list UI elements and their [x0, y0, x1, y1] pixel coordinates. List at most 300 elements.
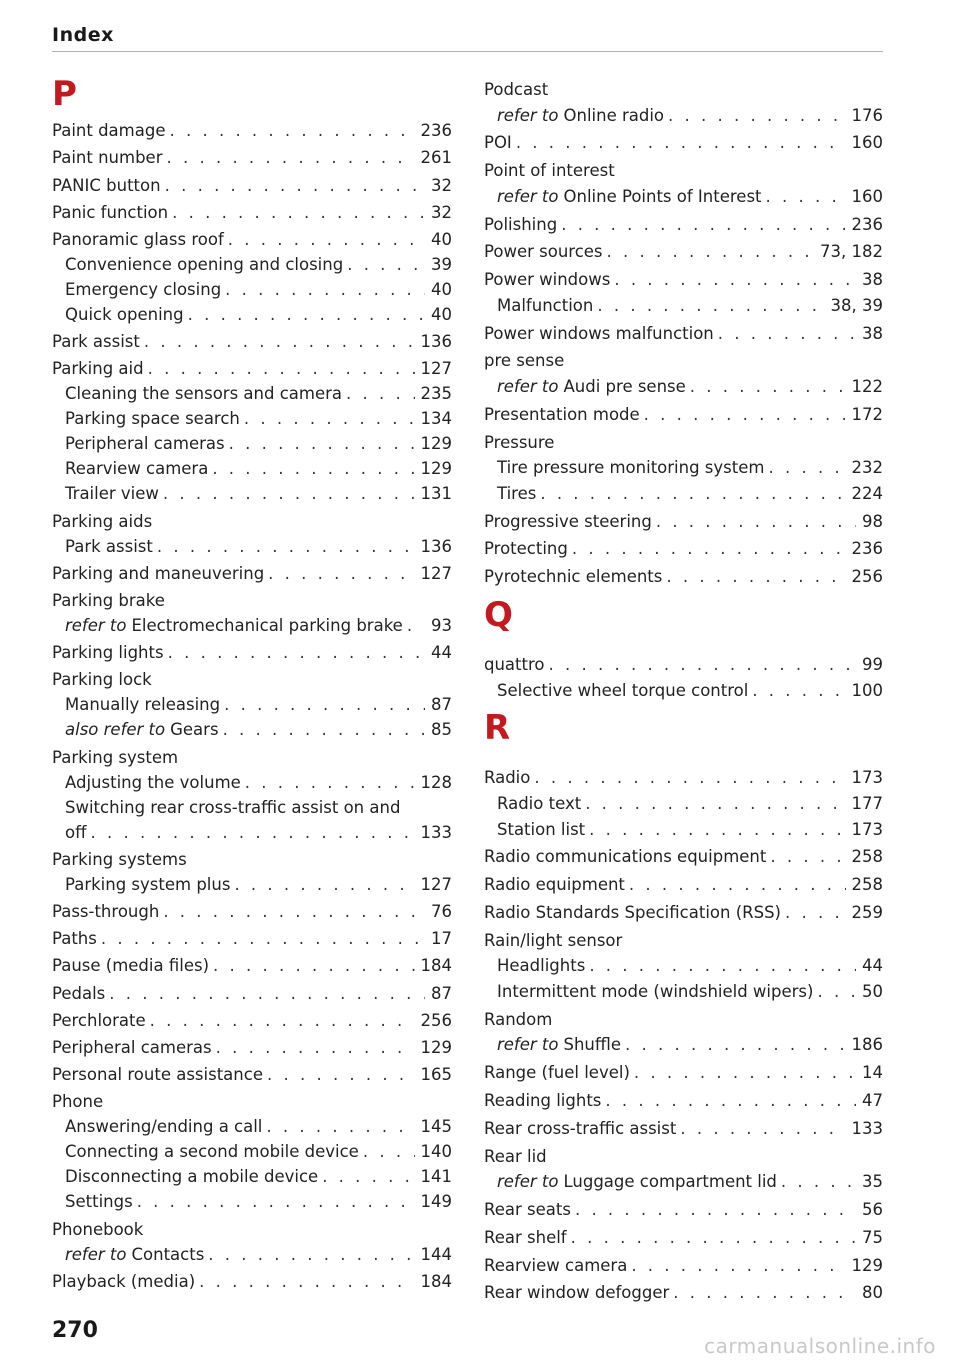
entry-label: Paint damage [52, 121, 166, 141]
entry-label: Parking system [52, 747, 179, 767]
index-entry [484, 402, 883, 428]
entry-page-number: 172 [851, 404, 883, 424]
entry-page-number: 149 [420, 1192, 452, 1212]
dot-leader [208, 1242, 414, 1268]
index-entry [484, 1116, 883, 1142]
entry-label: Contacts [131, 1244, 205, 1264]
index-heading [484, 1007, 883, 1033]
dot-leader [561, 212, 845, 238]
entry-label: Settings [65, 1192, 133, 1212]
index-heading [484, 348, 883, 374]
index-entry [52, 899, 452, 925]
entry-label: Online Points of Interest [563, 186, 762, 206]
entry-page-number: 38, 39 [830, 295, 883, 315]
dot-leader [614, 267, 856, 293]
index-entry [484, 872, 883, 898]
entry-label: Pedals [52, 983, 106, 1003]
index-entry [52, 356, 452, 382]
index-entry [484, 564, 883, 590]
entry-label: Park assist [52, 332, 140, 352]
index-entry [484, 900, 883, 926]
entry-label: Rain/light sensor [484, 930, 623, 950]
dot-leader [634, 1060, 856, 1086]
entry-label: PANIC button [52, 175, 161, 195]
dot-leader [666, 564, 845, 590]
entry-label: Pressure [484, 432, 555, 452]
dot-leader [534, 765, 845, 791]
index-entry [52, 1035, 452, 1061]
section-letter: R [484, 708, 511, 749]
index-subentry [52, 381, 452, 407]
entry-label: Panic function [52, 202, 169, 222]
dot-leader [101, 926, 425, 952]
entry-page-number: 122 [851, 377, 883, 396]
dot-leader [225, 277, 425, 303]
index-entry [52, 145, 452, 171]
dot-leader [347, 252, 425, 278]
dot-leader [781, 1169, 856, 1195]
dot-leader [571, 1225, 856, 1251]
entry-label: Luggage compartment lid [563, 1172, 777, 1192]
entry-label: Intermittent mode (windshield wipers) [497, 982, 814, 1001]
entry-label: Paint number [52, 148, 163, 168]
entry-label: Pyrotechnic elements [484, 567, 663, 587]
entry-label: Point of interest [484, 161, 615, 181]
dot-leader [322, 1164, 414, 1190]
entry-page-number: 73, 182 [820, 242, 883, 262]
entry-label: Parking brake [52, 591, 165, 610]
entry-label: Tires [497, 483, 537, 503]
dot-leader [168, 640, 425, 666]
entry-label: Switching rear cross-traffic assist on and [65, 797, 401, 817]
index-subentry [484, 293, 883, 319]
dot-leader [346, 381, 414, 407]
entry-label: Radio text [497, 794, 582, 813]
dot-leader [572, 536, 846, 562]
dot-leader [549, 652, 857, 678]
index-subentry [484, 953, 883, 979]
index-subentry [52, 1114, 452, 1140]
index-subentry [484, 791, 883, 817]
index-heading [484, 430, 883, 456]
dot-leader [631, 1253, 845, 1279]
index-entry [52, 227, 452, 253]
index-subentry [52, 795, 452, 821]
dot-leader [212, 456, 414, 482]
entry-page-number: 85 [431, 720, 452, 740]
dot-leader [216, 1035, 415, 1061]
entry-page-number: 99 [862, 655, 883, 674]
entry-label: Phonebook [52, 1219, 144, 1239]
index-heading [484, 77, 883, 103]
dot-leader [163, 481, 415, 507]
entry-label: Parking systems [52, 849, 187, 869]
dot-leader [165, 173, 425, 199]
index-subentry [52, 431, 452, 457]
index-heading [52, 667, 452, 693]
cross-reference-label: also refer to [65, 720, 166, 740]
entry-page-number: 136 [420, 536, 452, 556]
index-entry [484, 1088, 883, 1114]
entry-page-number: 14 [862, 1063, 883, 1083]
entry-label: Power windows [484, 270, 611, 290]
entry-label: Cleaning the sensors and camera [65, 384, 343, 404]
index-subentry [52, 692, 452, 718]
entry-label: Rear shelf [484, 1227, 567, 1247]
entry-label: Pass-through [52, 902, 160, 921]
entry-label: Radio equipment [484, 875, 625, 895]
entry-page-number: 39 [431, 255, 452, 274]
entry-label: Station list [497, 819, 586, 839]
index-entry [484, 239, 883, 265]
dot-leader [656, 509, 856, 535]
entry-label: Rearview camera [65, 459, 209, 479]
dot-leader [605, 1088, 856, 1114]
entry-label: pre sense [484, 351, 565, 371]
index-entry [52, 173, 452, 199]
index-entry [484, 130, 883, 156]
index-entry [484, 1253, 883, 1279]
entry-label: Reading lights [484, 1091, 602, 1110]
entry-label: Parking system plus [65, 874, 231, 894]
entry-page-number: 160 [851, 133, 883, 153]
index-subentry [484, 817, 883, 843]
entry-label: Podcast [484, 80, 549, 99]
entry-label: Audi pre sense [563, 377, 686, 396]
entry-label: Radio Standards Specification (RSS) [484, 903, 781, 922]
dot-leader [668, 103, 845, 129]
entry-page-number: 35 [862, 1172, 883, 1192]
entry-label: Quick opening [65, 305, 184, 324]
entry-page-number: 44 [862, 956, 883, 976]
entry-page-number: 176 [851, 105, 883, 125]
dot-leader [213, 953, 414, 979]
entry-label: Parking aids [52, 511, 153, 531]
index-entry [484, 321, 883, 347]
entry-label: Answering/ending a call [65, 1117, 263, 1137]
entry-page-number: 177 [851, 794, 883, 813]
entry-page-number: 184 [420, 1271, 452, 1291]
index-subentry [484, 374, 883, 400]
dot-leader [752, 678, 845, 704]
dot-leader [137, 1189, 415, 1215]
entry-label: Shuffle [563, 1035, 621, 1055]
entry-label: Rear cross-traffic assist [484, 1118, 677, 1138]
entry-label: Rearview camera [484, 1255, 628, 1275]
entry-label: Power sources [484, 242, 603, 262]
dot-leader [266, 1114, 414, 1140]
entry-page-number: 224 [851, 483, 883, 503]
cross-reference-label: refer to [497, 1035, 559, 1055]
index-subentry [52, 613, 452, 639]
dot-leader [148, 356, 415, 382]
dot-leader [575, 1197, 856, 1223]
dot-leader [585, 791, 845, 817]
entry-label: Radio [484, 768, 531, 788]
entry-page-number: 236 [851, 214, 883, 234]
cross-reference-label: refer to [65, 616, 127, 635]
index-subentry [484, 103, 883, 129]
dot-leader [644, 402, 846, 428]
index-heading [52, 847, 452, 873]
cross-reference-label: refer to [497, 105, 559, 125]
index-subentry [52, 481, 452, 507]
dot-leader [223, 717, 425, 743]
cross-reference-label: refer to [497, 377, 559, 396]
dot-leader [172, 200, 425, 226]
index-subentry [52, 1139, 452, 1165]
entry-page-number: 44 [431, 643, 452, 663]
page-number: 270 [52, 1318, 98, 1343]
entry-page-number: 56 [862, 1200, 883, 1219]
entry-label: Range (fuel level) [484, 1063, 630, 1083]
index-entry [52, 561, 452, 587]
index-subentry [52, 277, 452, 303]
entry-label: Peripheral cameras [52, 1038, 212, 1057]
dot-leader [770, 844, 845, 870]
index-entry [484, 844, 883, 870]
entry-label: Electromechanical parking brake [131, 616, 403, 635]
index-entry [484, 536, 883, 562]
dot-leader [245, 770, 415, 796]
dot-leader [589, 953, 856, 979]
entry-page-number: 256 [851, 567, 883, 587]
entry-label: Progressive steering [484, 511, 652, 531]
entry-page-number: 128 [420, 772, 452, 792]
entry-label: Protecting [484, 539, 568, 559]
dot-leader [597, 293, 824, 319]
dot-leader [785, 900, 846, 926]
entry-page-number: 186 [851, 1035, 883, 1055]
entry-label: Parking lights [52, 643, 164, 663]
entry-label: Rear window defogger [484, 1283, 670, 1303]
entry-label: Parking lock [52, 670, 152, 690]
entry-page-number: 136 [420, 332, 452, 352]
entry-page-number: 127 [420, 874, 452, 894]
dot-leader [540, 481, 845, 507]
dot-leader [144, 329, 415, 355]
index-entry [52, 1062, 452, 1088]
entry-page-number: 133 [851, 1118, 883, 1138]
index-subentry [484, 678, 883, 704]
index-subentry [484, 184, 883, 210]
entry-label: Rear lid [484, 1146, 547, 1166]
entry-label: Random [484, 1009, 553, 1029]
dot-leader [673, 1280, 856, 1306]
entry-page-number: 141 [420, 1167, 452, 1187]
entry-label: Panoramic glass roof [52, 230, 224, 249]
dot-leader [229, 431, 415, 457]
index-subentry [52, 770, 452, 796]
dot-leader [267, 1062, 415, 1088]
index-subentry [52, 252, 452, 278]
dot-leader [629, 872, 846, 898]
dot-leader [163, 899, 425, 925]
cross-reference-label: refer to [497, 186, 559, 206]
entry-label: Malfunction [497, 295, 594, 315]
entry-page-number: 144 [420, 1244, 452, 1264]
dot-leader [690, 374, 846, 400]
entry-label: quattro [484, 655, 545, 674]
dot-leader [224, 692, 425, 718]
entry-label: Personal route assistance [52, 1065, 263, 1085]
entry-page-number: 87 [431, 983, 452, 1003]
entry-label: Trailer view [65, 484, 159, 504]
entry-page-number: 32 [431, 202, 452, 222]
entry-label: Parking space search [65, 409, 240, 429]
entry-label: Peripheral cameras [65, 434, 225, 454]
entry-label: Tire pressure monitoring system [497, 458, 765, 478]
entry-page-number: 133 [420, 822, 452, 842]
entry-page-number: 134 [420, 409, 452, 429]
index-entry [52, 640, 452, 666]
dot-leader [109, 981, 425, 1007]
index-subentry [52, 534, 452, 560]
index-entry [484, 1197, 883, 1223]
dot-leader [169, 118, 414, 144]
index-entry [52, 926, 452, 952]
index-heading [52, 1217, 452, 1243]
entry-label: Gears [170, 720, 219, 740]
entry-page-number: 75 [862, 1227, 883, 1247]
dot-leader [268, 561, 414, 587]
entry-label: Radio communications equipment [484, 847, 767, 867]
entry-label: Parking aid [52, 359, 144, 379]
entry-label: POI [484, 133, 512, 153]
entry-page-number: 259 [851, 903, 883, 922]
entry-page-number: 236 [420, 121, 452, 141]
cross-reference-label: refer to [65, 1244, 127, 1264]
dot-leader [718, 321, 856, 347]
entry-page-number: 93 [431, 616, 452, 635]
index-subentry [52, 456, 452, 482]
entry-page-number: 76 [431, 902, 452, 921]
entry-label: Rear seats [484, 1200, 571, 1219]
index-heading [484, 928, 883, 954]
index-entry [52, 1269, 452, 1295]
index-entry [52, 200, 452, 226]
entry-page-number: 258 [851, 875, 883, 895]
entry-label: Power windows malfunction [484, 323, 714, 343]
entry-label: Adjusting the volume [65, 772, 241, 792]
index-entry [484, 652, 883, 678]
index-heading [52, 1089, 452, 1115]
entry-label: Phone [52, 1092, 104, 1112]
entry-label: Connecting a second mobile device [65, 1142, 359, 1162]
entry-page-number: 140 [420, 1142, 452, 1162]
entry-page-number: 258 [851, 847, 883, 867]
entry-page-number: 236 [851, 539, 883, 559]
index-subentry [484, 979, 883, 1005]
entry-page-number: 129 [420, 459, 452, 479]
dot-leader [516, 130, 846, 156]
entry-page-number: 235 [420, 384, 452, 404]
entry-label: Convenience opening and closing [65, 255, 344, 274]
entry-label: Selective wheel torque control [497, 680, 749, 700]
dot-leader [234, 872, 414, 898]
index-entry [484, 1060, 883, 1086]
page-header-title: Index [52, 24, 114, 46]
dot-leader [150, 1008, 415, 1034]
index-subentry [52, 302, 452, 328]
index-subentry [52, 1242, 452, 1268]
entry-page-number: 40 [431, 280, 452, 299]
index-subentry [484, 455, 883, 481]
entry-page-number: 129 [420, 434, 452, 454]
index-entry [484, 1280, 883, 1306]
entry-page-number: 127 [420, 359, 452, 379]
entry-page-number: 50 [862, 982, 883, 1001]
index-heading [484, 158, 883, 184]
index-heading [52, 745, 452, 771]
entry-page-number: 129 [420, 1038, 452, 1057]
index-subentry [484, 1032, 883, 1058]
index-entry [484, 765, 883, 791]
dot-leader [766, 184, 846, 210]
dot-leader [199, 1269, 414, 1295]
entry-label: Polishing [484, 214, 558, 234]
dot-leader [589, 817, 845, 843]
dot-leader [166, 145, 414, 171]
index-entry [484, 509, 883, 535]
entry-page-number: 98 [862, 511, 883, 531]
dot-leader [228, 227, 425, 253]
index-entry [52, 1008, 452, 1034]
entry-page-number: 256 [420, 1010, 452, 1030]
entry-page-number: 184 [420, 956, 452, 976]
index-subentry [52, 717, 452, 743]
entry-page-number: 261 [420, 148, 452, 168]
cross-reference-label: refer to [497, 1172, 559, 1192]
index-subentry [52, 406, 452, 432]
dot-leader [188, 302, 425, 328]
index-entry [52, 981, 452, 1007]
entry-page-number: 165 [420, 1065, 452, 1085]
watermark: carmanualsonline.info [704, 1334, 936, 1358]
section-letter: P [52, 74, 77, 114]
index-entry [484, 1225, 883, 1251]
entry-label: off [65, 822, 87, 842]
entry-label: Online radio [563, 105, 665, 125]
entry-page-number: 40 [431, 230, 452, 249]
index-subentry [52, 1189, 452, 1215]
dot-leader [625, 1032, 846, 1058]
dot-leader [607, 239, 814, 265]
dot-leader [817, 979, 856, 1005]
index-entry [484, 212, 883, 238]
entry-page-number: 145 [420, 1117, 452, 1137]
index-subentry [484, 1169, 883, 1195]
entry-page-number: 47 [862, 1091, 883, 1110]
index-subentry [52, 820, 452, 846]
entry-label: Emergency closing [65, 280, 222, 299]
entry-label: Headlights [497, 956, 586, 976]
index-entry [52, 953, 452, 979]
index-entry [52, 329, 452, 355]
index-subentry [52, 872, 452, 898]
dot-leader [407, 613, 425, 639]
entry-page-number: 129 [851, 1255, 883, 1275]
entry-label: Disconnecting a mobile device [65, 1167, 319, 1187]
header-divider [52, 51, 883, 52]
entry-page-number: 160 [851, 186, 883, 206]
dot-leader [768, 455, 845, 481]
index-entry [52, 118, 452, 144]
entry-page-number: 173 [851, 768, 883, 788]
entry-page-number: 38 [862, 323, 883, 343]
dot-leader [90, 820, 414, 846]
entry-page-number: 87 [431, 695, 452, 715]
